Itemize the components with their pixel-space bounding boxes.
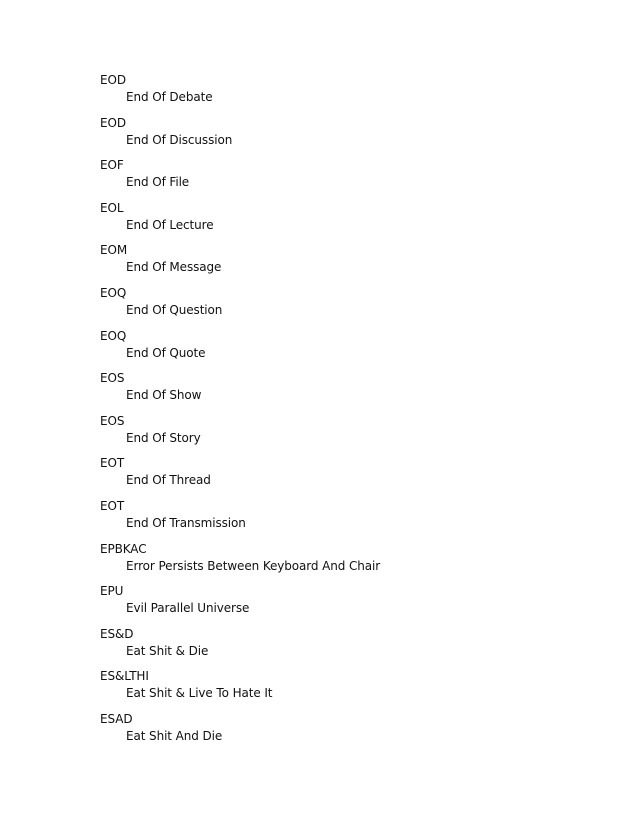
acronym-list bbox=[100, 72, 600, 754]
acronym-definition: End Of Thread bbox=[126, 473, 211, 488]
acronym-term: EPBKAC bbox=[100, 541, 147, 556]
list-item bbox=[100, 626, 600, 669]
acronym-definition: End Of Show bbox=[126, 388, 202, 403]
list-item bbox=[100, 498, 600, 541]
acronym-definition: End Of Story bbox=[126, 430, 201, 445]
acronym-term: ESAD bbox=[100, 711, 133, 726]
acronym-term: EOS bbox=[100, 371, 125, 386]
list-item bbox=[100, 583, 600, 626]
acronym-term: EOD bbox=[100, 115, 126, 130]
list-item bbox=[100, 242, 600, 285]
acronym-term: EOQ bbox=[100, 328, 127, 343]
acronym-definition: Eat Shit & Live To Hate It bbox=[126, 686, 273, 701]
list-item bbox=[100, 157, 600, 200]
acronym-definition: End Of Transmission bbox=[126, 515, 246, 530]
acronym-term: EOM bbox=[100, 243, 128, 258]
acronym-definition: End Of File bbox=[126, 175, 190, 190]
acronym-definition: End Of Message bbox=[126, 260, 222, 275]
acronym-term: EOT bbox=[100, 456, 125, 471]
acronym-definition: Evil Parallel Universe bbox=[126, 601, 250, 616]
acronym-term: EOD bbox=[100, 73, 126, 87]
acronym-definition: Eat Shit And Die bbox=[126, 728, 223, 743]
list-item bbox=[100, 328, 600, 371]
acronym-definition: End Of Debate bbox=[126, 90, 213, 104]
acronym-term: EPU bbox=[100, 584, 124, 599]
acronym-definition: End Of Quote bbox=[126, 345, 206, 360]
list-item bbox=[100, 455, 600, 498]
acronym-term: EOF bbox=[100, 158, 124, 173]
list-item bbox=[100, 285, 600, 328]
list-item bbox=[100, 413, 600, 456]
list-item bbox=[100, 200, 600, 243]
acronym-definition: End Of Lecture bbox=[126, 217, 214, 232]
acronym-definition: Eat Shit & Die bbox=[126, 643, 209, 658]
acronym-term: EOL bbox=[100, 200, 124, 215]
acronym-definition: End Of Question bbox=[126, 302, 223, 317]
list-item bbox=[100, 541, 600, 584]
acronym-term: EOQ bbox=[100, 285, 127, 300]
acronym-definition: Error Persists Between Keyboard And Chair bbox=[126, 558, 381, 573]
list-item bbox=[100, 370, 600, 413]
acronym-definition: End Of Discussion bbox=[126, 132, 233, 147]
list-item bbox=[100, 668, 600, 711]
acronym-term: EOT bbox=[100, 498, 125, 513]
list-item bbox=[100, 711, 600, 754]
list-item bbox=[100, 115, 600, 158]
acronym-term: EOS bbox=[100, 413, 125, 428]
acronym-term: ES&D bbox=[100, 626, 134, 641]
list-item bbox=[100, 72, 600, 115]
acronym-term: ES&LTHI bbox=[100, 669, 149, 684]
